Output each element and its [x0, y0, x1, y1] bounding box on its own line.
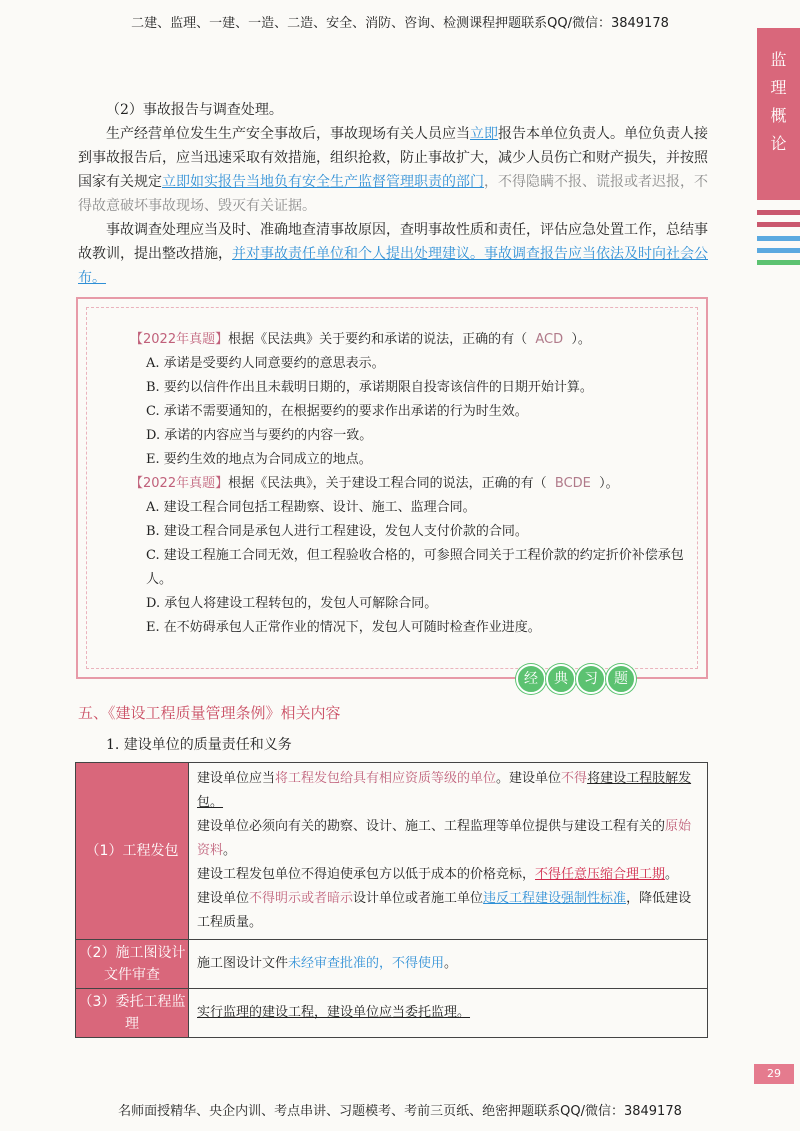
text-run: 生产经营单位发生生产安全事故后，事故现场有关人员应当 — [106, 126, 470, 142]
highlight-run: 并对事故责任单位和个人提出处理建议。事故调查报告应当依法及时向社会公布。 — [78, 246, 708, 286]
text-run: 。建设单位 — [496, 771, 562, 786]
content-line — [197, 887, 699, 935]
row-content — [189, 763, 708, 940]
row-label: （3）委托工程监理 — [76, 989, 189, 1038]
exam-year-tag: 【2022年真题】 — [130, 476, 229, 491]
decor-stripe — [757, 222, 800, 227]
highlight-run: 违反工程建设强制性标准 — [483, 891, 627, 906]
option-item: C. 承诺不需要通知的，在根据要约的要求作出承诺的行为时生效。 — [146, 404, 528, 419]
option-list — [130, 496, 690, 640]
row-label: （2）施工图设计文件审查 — [76, 940, 189, 989]
option-item: C. 建设工程施工合同无效，但工程验收合格的，可参照合同关于工程价款的约定折价补偿承包人。 — [146, 548, 684, 587]
table-row — [76, 989, 708, 1038]
side-tab-char: 概 — [770, 106, 787, 125]
option-item: B. 建设工程合同是承包人进行工程建设，发包人支付价款的合同。 — [146, 524, 528, 539]
option-item: E. 要约生效的地点为合同成立的地点。 — [146, 452, 372, 467]
exercise-question-2 — [130, 472, 690, 640]
paragraph-accident-report — [78, 122, 713, 218]
content-line — [197, 863, 699, 887]
row-label: （1）工程发包 — [76, 763, 189, 940]
classic-exercise-badge: 习 — [576, 664, 606, 694]
page-header: 二建、监理、一建、一造、二造、安全、消防、咨询、检测课程押题联系QQ/微信：3849178 — [131, 16, 669, 31]
classic-exercise-badge: 典 — [546, 664, 576, 694]
side-tab-char: 理 — [770, 78, 787, 97]
page-footer: 名师面授精华、央企内训、考点串讲、习题模考、考前三页纸、绝密押题联系QQ/微信：3849178 — [118, 1104, 682, 1119]
text-run: ，不得隐瞒不报、谎报或者迟报，不得故意破坏事故现场、毁灭有关证据。 — [78, 174, 708, 214]
option-item: D. 承诺的内容应当与要约的内容一致。 — [146, 428, 373, 443]
highlight-run: 原始资料 — [197, 819, 692, 858]
highlight-run: 将工程发包给具有相应资质等级的单位 — [275, 771, 497, 786]
side-tab-char: 监 — [770, 50, 787, 69]
highlight-run: 立即如实报告当地负有安全生产监督管理职责的部门 — [162, 174, 484, 190]
decor-stripe — [757, 248, 800, 253]
text-run: ，降低建设工程质量。 — [197, 891, 692, 930]
subsection-title: 1. 建设单位的质量责任和义务 — [106, 737, 292, 753]
text-run: 建设单位 — [197, 891, 250, 906]
side-tab-char: 论 — [770, 134, 787, 153]
option-item: A. 建设工程合同包括工程勘察、设计、施工、监理合同。 — [146, 500, 476, 515]
highlight-run: 不得 — [561, 771, 588, 786]
text-run: 实行监理的建设工程，建设单位应当委托监理。 — [197, 1005, 471, 1020]
text-run: 建设单位应当 — [197, 771, 276, 786]
text-run: 。 — [444, 956, 458, 971]
question-stem — [130, 328, 593, 352]
text-run: 事故调查处理应当及时、准确地查清事故原因，查明事故性质和责任，评估应急处置工作，总结事故教训，提出整改措施， — [78, 222, 708, 262]
text-run: 建设单位必须向有关的勘察、设计、施工、工程监理等单位提供与建设工程有关的 — [197, 819, 666, 834]
option-item: B. 要约以信件作出且未载明日期的，承诺期限自投寄该信件的日期开始计算。 — [146, 380, 593, 395]
text-run: 建设工程发包单位不得迫使承包方以低于成本的价格竞标， — [197, 867, 536, 882]
option-item: A. 承诺是受要约人同意要约的意思表示。 — [146, 356, 385, 371]
table-row — [76, 763, 708, 940]
stem-text: 根据《民法典》，关于建设工程合同的说法，正确的有（ — [228, 476, 547, 491]
classic-exercise-badge: 题 — [606, 664, 636, 694]
highlight-run: 不得明示或者暗示 — [249, 891, 354, 906]
content-line — [197, 815, 699, 863]
text-run: 施工图设计文件 — [197, 956, 289, 971]
paragraph-accident-investigation — [78, 218, 713, 290]
highlight-run: 不得任意压缩合理工期 — [535, 867, 666, 882]
stem-text: 根据《民法典》关于要约和承诺的说法，正确的有（ — [228, 332, 528, 347]
text-run: 。 — [665, 867, 679, 882]
construction-unit-duty-table — [75, 762, 708, 1038]
content-line — [197, 767, 699, 815]
option-list — [130, 352, 593, 472]
answer-text: ACD — [535, 332, 564, 347]
answer-text: BCDE — [554, 476, 591, 491]
text-run: 将建设工程肢解发包。 — [197, 771, 692, 810]
section-heading: （2）事故报告与调查处理。 — [106, 102, 283, 118]
chapter-side-tab — [757, 28, 800, 200]
exam-year-tag: 【2022年真题】 — [130, 332, 229, 347]
decor-stripe — [757, 210, 800, 215]
highlight-run: 未经审查批准的，不得使用 — [288, 956, 445, 971]
decor-stripe — [757, 260, 800, 265]
stem-close: ）。 — [571, 332, 591, 347]
text-run: 。 — [223, 843, 237, 858]
decor-stripe — [757, 236, 800, 241]
page-number: 29 — [754, 1064, 794, 1084]
option-item: D. 承包人将建设工程转包的，发包人可解除合同。 — [146, 596, 438, 611]
row-content — [189, 940, 708, 989]
question-stem — [130, 472, 690, 496]
row-content — [189, 989, 708, 1038]
stem-close: ）。 — [599, 476, 619, 491]
section-title: 五、《建设工程质量管理条例》相关内容 — [78, 704, 341, 722]
option-item: E. 在不妨碍承包人正常作业的情况下，发包人可随时检查作业进度。 — [146, 620, 541, 635]
text-run: 设计单位或者施工单位 — [353, 891, 484, 906]
table-row — [76, 940, 708, 989]
classic-exercise-badge: 经 — [516, 664, 546, 694]
highlight-run: 立即 — [470, 126, 498, 142]
text-run: 报告本单位负责人。单位负责人接到事故报告后，应当迅速采取有效措施，组织抢救，防止事故扩大，减少人员伤亡和财产损失，并按照国家有关规定 — [78, 126, 708, 190]
exercise-question-1 — [130, 328, 593, 472]
